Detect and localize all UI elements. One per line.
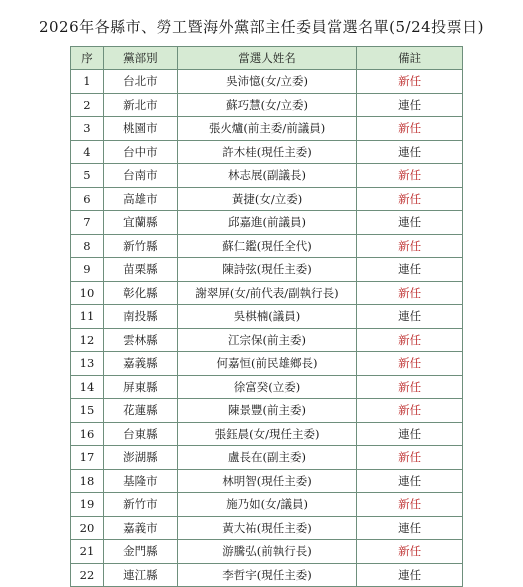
row-department: 新北市 — [103, 93, 177, 117]
row-elected-name: 林志展(副議長) — [177, 164, 357, 188]
row-number: 12 — [71, 328, 104, 352]
row-number: 3 — [71, 117, 104, 141]
row-elected-name: 施乃如(女/議員) — [177, 493, 357, 517]
row-number: 19 — [71, 493, 104, 517]
row-elected-name: 蘇仁鑑(現任全代) — [177, 234, 357, 258]
row-department: 嘉義市 — [103, 516, 177, 540]
table-row — [71, 328, 463, 352]
row-department: 新竹市 — [103, 493, 177, 517]
row-elected-name: 黃大祐(現任主委) — [177, 516, 357, 540]
header-department: 黨部別 — [103, 47, 177, 70]
row-department: 南投縣 — [103, 305, 177, 329]
row-remarks: 連任 — [357, 93, 463, 117]
row-remarks: 新任 — [357, 328, 463, 352]
table-row — [71, 234, 463, 258]
row-department: 澎湖縣 — [103, 446, 177, 470]
table-row — [71, 493, 463, 517]
row-number: 11 — [71, 305, 104, 329]
row-department: 屏東縣 — [103, 375, 177, 399]
row-department: 嘉義縣 — [103, 352, 177, 376]
header-number: 序 — [71, 47, 104, 70]
row-remarks: 連任 — [357, 258, 463, 282]
row-number: 15 — [71, 399, 104, 423]
row-remarks: 新任 — [357, 117, 463, 141]
table-row — [71, 93, 463, 117]
row-number: 2 — [71, 93, 104, 117]
row-department: 高雄市 — [103, 187, 177, 211]
table-row — [71, 258, 463, 282]
table-row — [71, 187, 463, 211]
row-number: 5 — [71, 164, 104, 188]
row-elected-name: 陳景豐(前主委) — [177, 399, 357, 423]
row-number: 8 — [71, 234, 104, 258]
row-elected-name: 林明智(現任主委) — [177, 469, 357, 493]
row-department: 彰化縣 — [103, 281, 177, 305]
row-remarks: 新任 — [357, 70, 463, 94]
row-department: 金門縣 — [103, 540, 177, 564]
table-row — [71, 540, 463, 564]
table-row — [71, 70, 463, 94]
table-row — [71, 117, 463, 141]
row-number: 10 — [71, 281, 104, 305]
row-elected-name: 江宗保(前主委) — [177, 328, 357, 352]
row-remarks: 新任 — [357, 352, 463, 376]
row-remarks: 新任 — [357, 375, 463, 399]
row-remarks: 新任 — [357, 187, 463, 211]
table-row — [71, 211, 463, 235]
row-number: 7 — [71, 211, 104, 235]
row-number: 21 — [71, 540, 104, 564]
row-elected-name: 盧長在(副主委) — [177, 446, 357, 470]
table-row — [71, 352, 463, 376]
row-elected-name: 何嘉恒(前民雄鄉長) — [177, 352, 357, 376]
row-elected-name: 游騰弘(前執行長) — [177, 540, 357, 564]
table-row — [71, 469, 463, 493]
row-number: 17 — [71, 446, 104, 470]
header-elected-name: 當選人姓名 — [177, 47, 357, 70]
row-elected-name: 徐富癸(立委) — [177, 375, 357, 399]
table-header-row — [71, 47, 463, 70]
row-elected-name: 張鈺晨(女/現任主委) — [177, 422, 357, 446]
table-body — [71, 70, 463, 587]
table-row — [71, 164, 463, 188]
row-elected-name: 黃捷(女/立委) — [177, 187, 357, 211]
election-results-table — [70, 46, 463, 587]
document-title: 2026年各縣市、勞工暨海外黨部主任委員當選名單(5/24投票日) — [38, 18, 485, 36]
header-remarks: 備註 — [357, 47, 463, 70]
row-remarks: 連任 — [357, 211, 463, 235]
row-number: 20 — [71, 516, 104, 540]
row-remarks: 新任 — [357, 281, 463, 305]
row-department: 基隆市 — [103, 469, 177, 493]
table-row — [71, 422, 463, 446]
row-number: 6 — [71, 187, 104, 211]
row-department: 桃園市 — [103, 117, 177, 141]
row-department: 新竹縣 — [103, 234, 177, 258]
table-row — [71, 516, 463, 540]
row-department: 花蓮縣 — [103, 399, 177, 423]
table-row — [71, 375, 463, 399]
row-department: 連江縣 — [103, 563, 177, 587]
row-elected-name: 吳沛憶(女/立委) — [177, 70, 357, 94]
row-number: 14 — [71, 375, 104, 399]
row-remarks: 連任 — [357, 469, 463, 493]
table-row — [71, 305, 463, 329]
row-department: 台南市 — [103, 164, 177, 188]
row-number: 1 — [71, 70, 104, 94]
row-department: 宜蘭縣 — [103, 211, 177, 235]
row-remarks: 新任 — [357, 493, 463, 517]
row-elected-name: 謝翠屏(女/前代表/副執行長) — [177, 281, 357, 305]
row-elected-name: 吳棋楠(議員) — [177, 305, 357, 329]
row-department: 雲林縣 — [103, 328, 177, 352]
row-number: 13 — [71, 352, 104, 376]
row-remarks: 新任 — [357, 234, 463, 258]
row-remarks: 連任 — [357, 516, 463, 540]
row-remarks: 新任 — [357, 540, 463, 564]
row-number: 16 — [71, 422, 104, 446]
row-remarks: 新任 — [357, 399, 463, 423]
row-department: 台中市 — [103, 140, 177, 164]
row-remarks: 新任 — [357, 164, 463, 188]
table-row — [71, 281, 463, 305]
row-elected-name: 張火爐(前主委/前議員) — [177, 117, 357, 141]
row-remarks: 連任 — [357, 140, 463, 164]
row-department: 苗栗縣 — [103, 258, 177, 282]
row-number: 22 — [71, 563, 104, 587]
row-remarks: 連任 — [357, 305, 463, 329]
table-row — [71, 399, 463, 423]
row-number: 4 — [71, 140, 104, 164]
row-number: 18 — [71, 469, 104, 493]
row-elected-name: 許木桂(現任主委) — [177, 140, 357, 164]
row-remarks: 連任 — [357, 563, 463, 587]
row-elected-name: 蘇巧慧(女/立委) — [177, 93, 357, 117]
row-number: 9 — [71, 258, 104, 282]
table-row — [71, 563, 463, 587]
row-elected-name: 邱嘉進(前議員) — [177, 211, 357, 235]
row-elected-name: 陳詩弦(現任主委) — [177, 258, 357, 282]
row-remarks: 新任 — [357, 446, 463, 470]
table-row — [71, 140, 463, 164]
row-department: 台北市 — [103, 70, 177, 94]
row-department: 台東縣 — [103, 422, 177, 446]
row-remarks: 連任 — [357, 422, 463, 446]
table-row — [71, 446, 463, 470]
row-elected-name: 李哲宇(現任主委) — [177, 563, 357, 587]
